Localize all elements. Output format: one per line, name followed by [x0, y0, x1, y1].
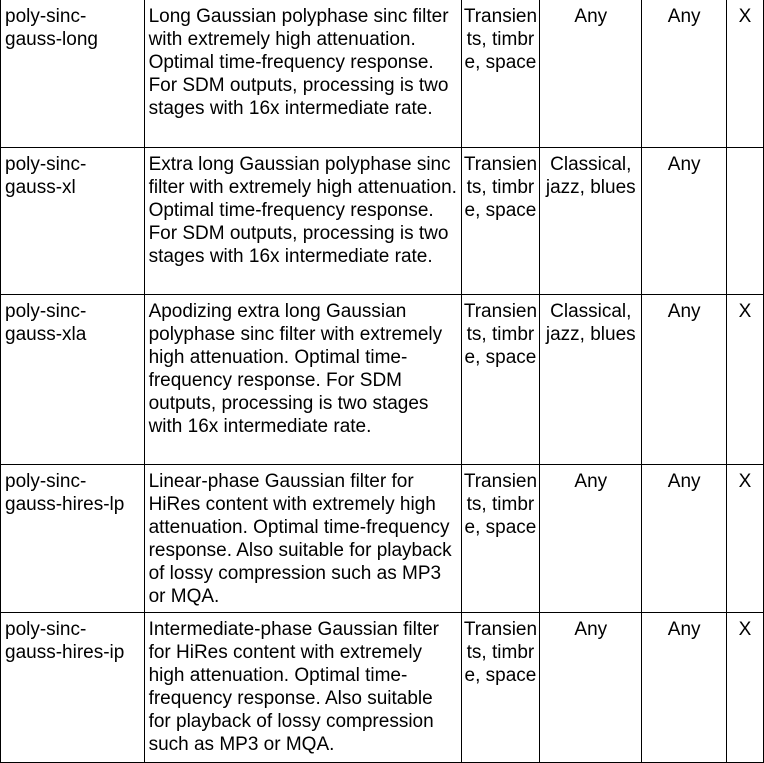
filter-genre-cell: Any	[540, 465, 642, 613]
filter-source-cell: Any	[642, 148, 726, 295]
filter-description-cell: Intermediate-phase Gaussian filter for HiRes content with extremely high attenuation. Optimal time-frequency response. Also suitable for playback of lossy compression such as MP3 or MQA.	[144, 613, 461, 763]
filter-character-cell: Transients, timbre, space	[461, 0, 539, 148]
filter-mark-cell: X	[726, 0, 763, 148]
filter-description-cell: Extra long Gaussian polyphase sinc filter with extremely high attenuation. Optimal time-frequency response. For SDM outputs, processing is two stages with 16x intermediate rate.	[144, 148, 461, 295]
filter-name-cell: poly-sinc-gauss-hires-ip	[1, 613, 145, 763]
filter-name-cell: poly-sinc-gauss-long	[1, 0, 145, 148]
table-row	[1, 295, 764, 465]
filter-mark-cell	[726, 148, 763, 295]
table-row	[1, 465, 764, 613]
filter-description-cell: Linear-phase Gaussian filter for HiRes content with extremely high attenuation. Optimal time-frequency response. Also suitable for playback of lossy compression such as MP3 or MQA.	[144, 465, 461, 613]
filter-character-cell: Transients, timbre, space	[461, 465, 539, 613]
filter-source-cell: Any	[642, 295, 726, 465]
filter-name-cell: poly-sinc-gauss-hires-lp	[1, 465, 145, 613]
filter-mark-cell: X	[726, 295, 763, 465]
filter-source-cell: Any	[642, 0, 726, 148]
filter-genre-cell: Any	[540, 0, 642, 148]
filter-name-cell: poly-sinc-gauss-xla	[1, 295, 145, 465]
filter-source-cell: Any	[642, 465, 726, 613]
filter-description-cell: Long Gaussian polyphase sinc filter with extremely high attenuation. Optimal time-frequency response. For SDM outputs, processing is two stages with 16x intermediate rate.	[144, 0, 461, 148]
filter-name-cell: poly-sinc-gauss-xl	[1, 148, 145, 295]
table-row	[1, 0, 764, 148]
filter-character-cell: Transients, timbre, space	[461, 613, 539, 763]
table-row	[1, 148, 764, 295]
filter-genre-cell: Classical, jazz, blues	[540, 295, 642, 465]
filter-genre-cell: Any	[540, 613, 642, 763]
filter-mark-cell: X	[726, 613, 763, 763]
table-row	[1, 613, 764, 763]
filter-character-cell: Transients, timbre, space	[461, 148, 539, 295]
filter-character-cell: Transients, timbre, space	[461, 295, 539, 465]
filter-mark-cell: X	[726, 465, 763, 613]
filter-genre-cell: Classical, jazz, blues	[540, 148, 642, 295]
filter-description-cell: Apodizing extra long Gaussian polyphase sinc filter with extremely high attenuation. Optimal time-frequency response. For SDM outputs, processing is two stages with 16x intermediate rate.	[144, 295, 461, 465]
filter-source-cell: Any	[642, 613, 726, 763]
